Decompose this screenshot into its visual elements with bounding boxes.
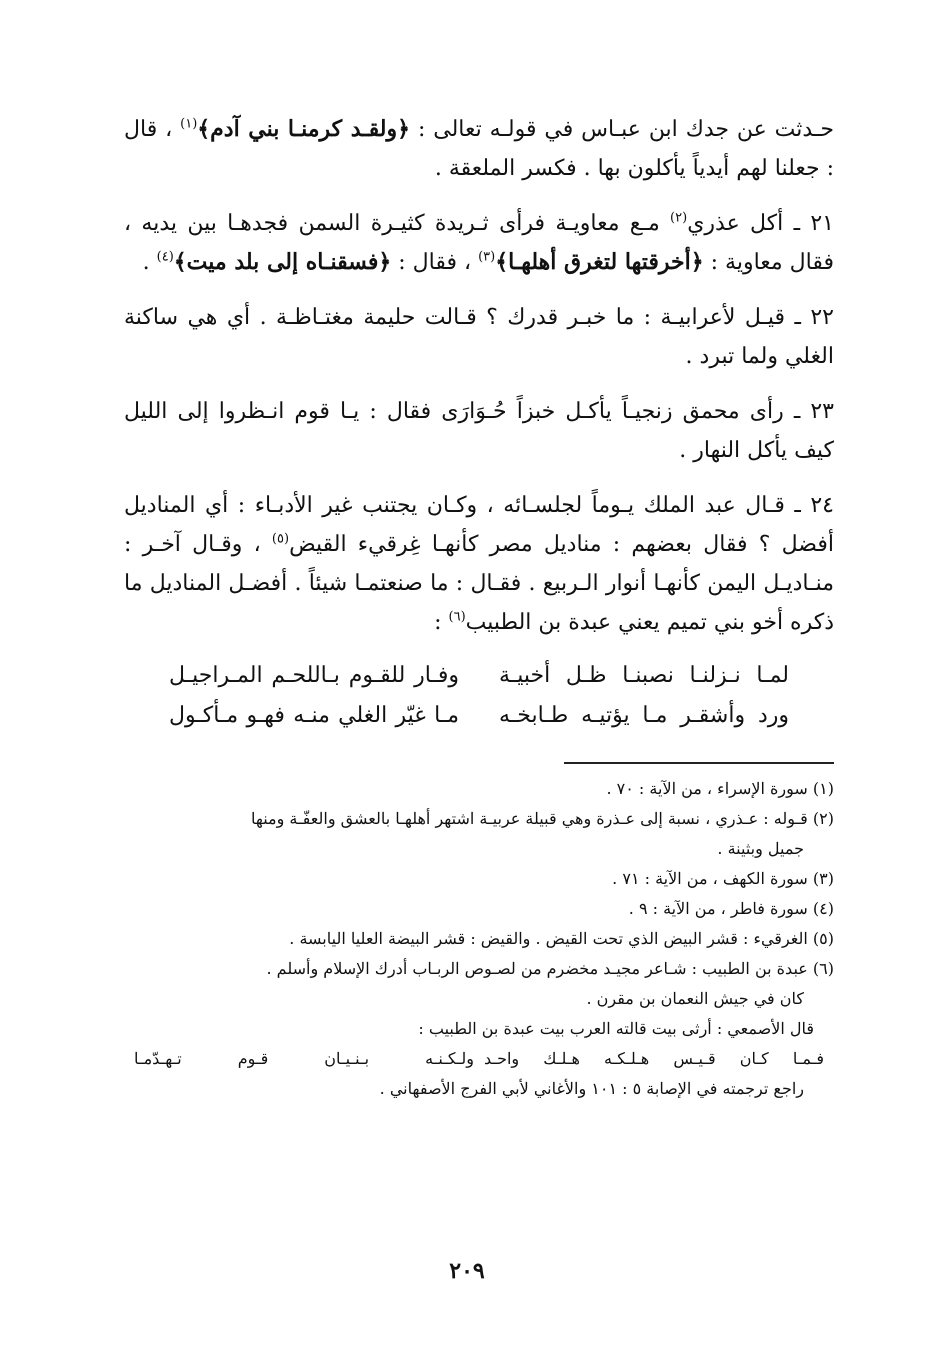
- footnote-ref: (٦): [448, 609, 466, 625]
- footnote-4: (٤) سورة فاطر ، من الآية : ٩ .: [628, 899, 834, 918]
- footnote-ref: (٢): [670, 210, 688, 226]
- paragraph-text: .: [142, 250, 157, 275]
- footnote-2: (٢) قـوله : عـذري ، نسبة إلى عـذرة وهي قبيلة عربيـة اشتهر أهلهـا بالعشق والعفّـة ومنها: [250, 809, 834, 828]
- paragraph-text: ٢١ ـ أكل عذري: [687, 211, 834, 236]
- paragraph-text: ، فقال :: [391, 250, 479, 275]
- footnote-2-continued: جميل وبثينة .: [717, 839, 804, 858]
- footnote-6-continued: كان في جيش النعمان بن مقرن .: [586, 989, 804, 1008]
- footnote-ref: (٥): [271, 531, 290, 547]
- quran-quote: ﴿ولقـد كرمنـا بني آدم﴾: [197, 116, 411, 142]
- footnote-verse: [124, 1044, 834, 1074]
- poem-verse: [124, 696, 834, 736]
- paragraph-22: [124, 298, 834, 376]
- paragraph-text: ٢٢ ـ قيـل لأعرابيـة : ما خبـر قدرك ؟ قـالت حليمة مغتـاظـة . أي هي ساكنة الغلي ولما تبرد .: [124, 305, 834, 369]
- verse-first-hemistich: لمـا نـزلنـا نصبنـا ظـل أخبيـة: [499, 663, 789, 688]
- book-page: [124, 110, 834, 1300]
- paragraph-text: ٢٣ ـ رأى محمق زنجيـاً يأكـل خبزاً حُـوَارَى فقال : يـا قوم انـظروا إلى الليل كيف يأكل النهار .: [124, 399, 834, 463]
- paragraph-23: [124, 392, 834, 470]
- paragraph-text: ٢٤ ـ قـال عبد الملك يـوماً لجلسـائه ، وكـان يجتنب غير الأدبـاء : أي المناديل أفضل ؟ فقال بعضهم : مناديل مصر كأنهـا غِرقيء القيض: [124, 493, 834, 557]
- verse-second-hemistich: ولـكـنـه بـنـيـان قـوم تـهـدّمـا: [134, 1049, 474, 1068]
- verse-second-hemistich: مـا غيّر الغلي منـه فهـو مـأكـول: [169, 703, 459, 728]
- footnote-6-reference: راجع ترجمته في الإصابة ٥ : ١٠١ والأغاني لأبي الفرج الأصفهاني .: [379, 1079, 804, 1098]
- paragraph-intro: [124, 110, 834, 188]
- poem: [124, 656, 834, 736]
- footnote-6-quote-intro: قال الأصمعي : أرثى بيت قالته العرب بيت عبدة بن الطبيب :: [418, 1019, 814, 1038]
- verse-first-hemistich: فـمـا كـان قـيـس هـلـكـه هـلـك واحـد: [484, 1049, 824, 1068]
- footnote-6: (٦) عبدة بن الطبيب : شـاعر مجيـد مخضرم من لصـوص الربـاب أدرك الإسلام وأسلم .: [266, 959, 834, 978]
- footnotes: [124, 774, 834, 1104]
- verse-second-hemistich: وفـار للقـوم بـاللحـم المـراجيـل: [169, 663, 459, 688]
- paragraph-text: ، وقـال آخـر : منـاديـل اليمن كأنهـا أنوار الـربيع . فقـال : ما صنعتمـا شيئاً . أفضـل المناديل ما ذكره أخو بني تميم يعني عبدة بن الطبيب: [124, 532, 834, 635]
- paragraph-text: ، قال : جعلنا لهم أيدياً يأكلون بها . فكسر الملعقة .: [124, 117, 834, 181]
- paragraph-24: [124, 486, 834, 642]
- paragraph-text: حـدثت عن جدك ابن عبـاس في قولـه تعالى :: [410, 117, 834, 142]
- footnote-ref: (١): [180, 116, 198, 132]
- verse-first-hemistich: ورد وأشقـر مـا يؤتيـه طـابخـه: [499, 703, 789, 728]
- footnote-1: (١) سورة الإسراء ، من الآية : ٧٠ .: [606, 779, 834, 798]
- paragraph-text: :: [434, 610, 449, 635]
- footnote-3: (٣) سورة الكهف ، من الآية : ٧١ .: [612, 869, 834, 888]
- footnote-divider: [564, 762, 834, 764]
- paragraph-text: مـع معاويـة فرأى ثـريدة كثيـرة السمن فجدهـا بين يديه ، فقال معاوية :: [124, 211, 834, 275]
- footnote-5: (٥) الغرقيء : قشر البيض الذي تحت القيض . والقيض : قشر البيضة العليا اليابسة .: [289, 929, 834, 948]
- page-number: ٢٠٩: [449, 1258, 485, 1284]
- paragraph-21: [124, 204, 834, 282]
- footnote-ref: (٣): [478, 249, 496, 265]
- quran-quote: ﴿فسقنـاه إلى بلد ميت﴾: [173, 249, 392, 275]
- footnote-ref: (٤): [156, 249, 174, 265]
- quran-quote: ﴿أخرقتها لتغرق أهلهـا﴾: [495, 249, 704, 275]
- poem-verse: [124, 656, 834, 696]
